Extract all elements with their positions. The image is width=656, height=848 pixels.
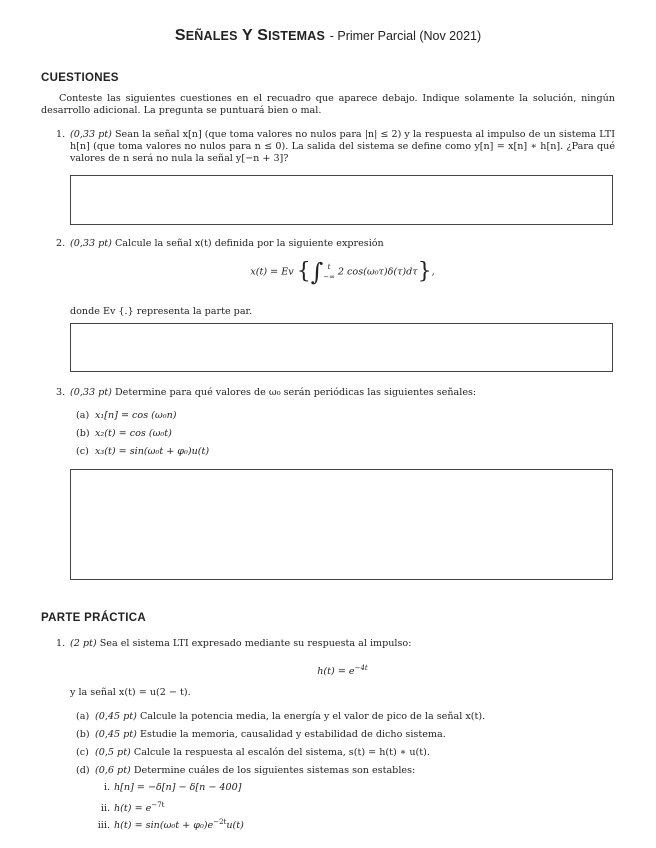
p1-item-c-label: (c) (76, 747, 89, 758)
p1-equation (70, 662, 615, 678)
q3-item-c (76, 446, 209, 458)
p1-item-b-label: (b) (76, 729, 90, 740)
q2-points: (0,33 pt) (70, 238, 112, 249)
p1-subitem-i-text: h[n] = −δ[n] − δ[n − 400] (114, 782, 242, 793)
p1-item-b-text: Estudie la memoria, causalidad y estabilidad de dicho sistema. (139, 729, 446, 740)
q3-item-a-label: (a) (76, 410, 90, 421)
q3-item-b-label: (b) (76, 428, 90, 439)
p1-subitem-i-label: i. (103, 782, 110, 793)
q1-line1: Sean la señal x[n] (que toma valores no nulos para |n| ≤ 2) y la respuesta al impulso de un sistema (114, 129, 597, 140)
q3-statement: Determine para qué valores de ω₀ serán periódicas las siguientes señales: (114, 387, 477, 398)
q2-eq-end: , (431, 266, 435, 278)
left-brace-icon: { (296, 259, 311, 284)
q3-number: 3. (56, 387, 66, 398)
q1-line2: LTI h[n] (que toma valores no nulos para n ≤ 0). La salida del sistema se define como y[n] = x[n] ∗ h[n]. (70, 129, 615, 152)
q3-answer-box[interactable] (70, 469, 613, 580)
p1-points: (2 pt) (70, 638, 97, 649)
p1-item-c-text: Calcule la respuesta al escalón del sistema, s(t) = h(t) ∗ u(t). (133, 747, 430, 758)
q2-text (70, 238, 615, 250)
q1-number: 1. (56, 129, 66, 140)
q1-answer-box[interactable] (70, 175, 613, 225)
q3-item-a-text: x₁[n] = cos (ω₀n) (95, 410, 177, 421)
p1-subitem-ii (92, 799, 164, 815)
title-part1: EÑALES (185, 29, 238, 43)
q1-points: (0,33 pt) (70, 129, 112, 140)
q2-integrand: 2 cos(ω₀τ)δ(τ)dτ (337, 266, 418, 278)
p1-subitem-i (92, 782, 242, 794)
p1-item-d-label: (d) (76, 765, 90, 776)
p1-item-a (76, 711, 485, 723)
q2-equation (70, 258, 615, 286)
p1-text (70, 638, 615, 650)
q1-text (70, 129, 615, 165)
page-title (0, 27, 656, 44)
p1-item-a-points: (0,45 pt) (95, 711, 137, 722)
q2-after: donde Ev {.} representa la parte par. (70, 306, 253, 317)
right-brace-icon: } (417, 259, 432, 284)
integral-icon: ∫ (310, 258, 324, 286)
p1-subitem-iii-exp: −2t (213, 818, 227, 826)
p1-eq-exp: −4t (354, 664, 368, 672)
p1-item-a-label: (a) (76, 711, 90, 722)
q2-answer-box[interactable] (70, 323, 613, 372)
intro-paragraph: Conteste las siguientes cuestiones en el recuadro que aparece debajo. Indique solamente la solución, ningún desarrollo adicional. La pregunta se puntuará bien o mal. (41, 93, 615, 116)
p1-item-b-points: (0,45 pt) (95, 729, 137, 740)
q3-item-c-label: (c) (76, 446, 89, 457)
p1-subitem-iii-tail: u(t) (226, 820, 244, 832)
p1-item-d (76, 765, 415, 777)
q3-item-a (76, 410, 177, 422)
q3-item-b (76, 428, 172, 440)
title-s1: S (174, 27, 186, 44)
q3-item-b-text: x₂(t) = cos (ω₀t) (95, 428, 172, 439)
title-separator: - (329, 29, 338, 43)
q3-text (70, 387, 615, 399)
q2-statement: Calcule la señal x(t) definida por la siguiente expresión (114, 238, 384, 249)
p1-signal: y la señal x(t) = u(2 − t). (70, 687, 191, 698)
p1-subitem-iii-label: iii. (97, 820, 110, 832)
p1-statement: Sea el sistema LTI expresado mediante su respuesta al impulso: (99, 638, 412, 649)
title-part2: ISTEMAS (268, 29, 326, 43)
p1-subitem-ii-exp: −7t (151, 801, 165, 809)
p1-item-c (76, 747, 430, 759)
q3-item-c-text: x₃(t) = sin(ω₀t + φ₀)u(t) (95, 446, 210, 457)
section-heading-practica: PARTE PRÁCTICA (41, 612, 146, 624)
p1-subitem-ii-label: ii. (100, 803, 110, 815)
section-heading-cuestiones: CUESTIONES (41, 72, 119, 84)
q3-points: (0,33 pt) (70, 387, 112, 398)
p1-item-c-points: (0,5 pt) (95, 747, 131, 758)
q2-int-lower: −∞ (323, 273, 335, 281)
p1-subitem-iii (92, 816, 244, 832)
title-y: Y (237, 27, 258, 44)
q2-eq-lhs: x(t) = Ev (250, 266, 294, 278)
p1-item-d-text: Determine cuáles de los siguientes sistemas son estables: (133, 765, 416, 776)
title-s2: S (257, 27, 269, 44)
q2-int-upper: t (327, 263, 331, 271)
q2-number: 2. (56, 238, 66, 249)
q1-line3: ¿Para qué valores de n será no nula la señal y[−n + 3]? (70, 141, 615, 164)
subtitle: Primer Parcial (Nov 2021) (337, 29, 482, 43)
q2-int-limits (323, 262, 335, 282)
p1-eq-base: h(t) = e (317, 666, 355, 678)
p1-number: 1. (56, 638, 66, 649)
p1-item-b (76, 729, 446, 741)
p1-item-d-points: (0,6 pt) (95, 765, 131, 776)
p1-subitem-ii-text: h(t) = e (114, 803, 152, 815)
p1-subitem-iii-text: h(t) = sin(ω₀t + φ₀)e (114, 820, 214, 832)
p1-item-a-text: Calcule la potencia media, la energía y el valor de pico de la señal x(t). (139, 711, 486, 722)
